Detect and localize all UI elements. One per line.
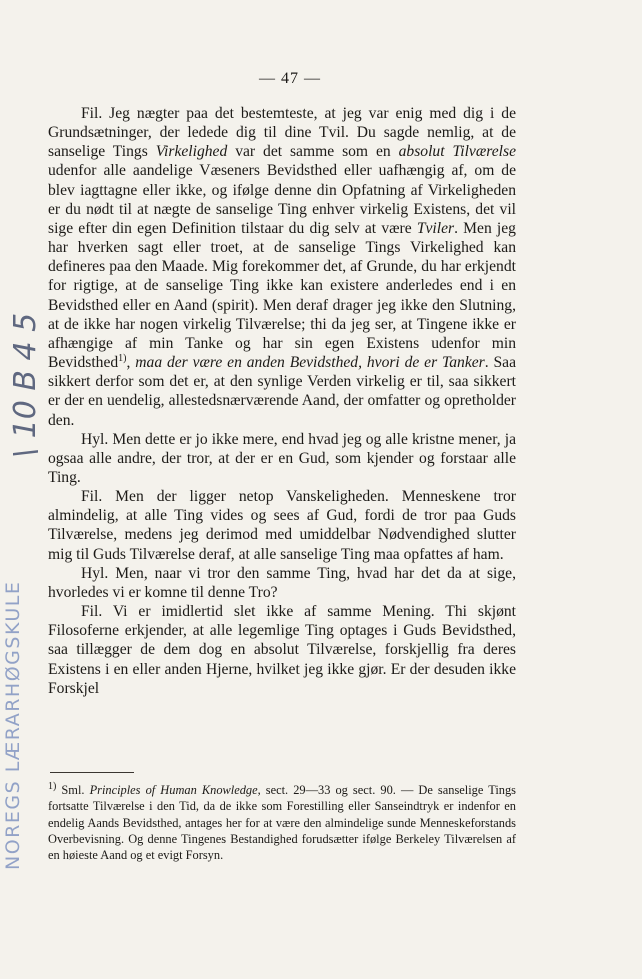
text-run: . Saa sikkert derfor som det er, at den synlige Verden virkelig er til, saa sikkert er der en uendelig, allestedsnærværende Aand, der omfatter og opretholder den.: [48, 354, 517, 429]
text-run: ,: [126, 354, 136, 372]
body-text: [48, 104, 516, 698]
text-run: udenfor alle aandelige Væseners Bevidsthed eller uafhængig af, om de blev iagttagne eller ikke, og ifølge denne din Opfatning af Virkeligheden er du nødt til at nægte de sanselige Ting enhver virkelig Existens, det vil sige efter din egen Definition tilstaar du dig selv at være: [48, 162, 516, 237]
text-run: Fil. Vi er imidlertid slet ikke af samme Mening. Thi skjønt Filosoferne erkjender, at alle legemlige Ting optages i Guds Bevidsthed, saa tillægger de dem dog en absolut Tilværelse, forskjellig fra deres Existens i en eller anden Hjerne, hvilket jeg ikke gjør. Er der desuden ikke Forskjel: [48, 603, 516, 697]
text-run: Hyl. Men, naar vi tror den samme Ting, hvad har det da at sige, hvorledes vi er komne til denne Tro?: [48, 564, 516, 601]
emphasis-text: Tviler: [416, 219, 455, 237]
page-number: — 47 —: [259, 70, 321, 87]
text-run: Fil. Jeg nægter paa det bestemteste, at jeg var enig med dig i de Grundsætninger, der ledede dig til dine Tvil. Du sagde nemlig, at de sanselige Tings: [48, 105, 516, 161]
text-run: Hyl. Men dette er jo ikke mere, end hvad jeg og alle kristne mener, ja ogsaa alle andre, der tror, at der er en Gud, som kjender og forstaar alle Ting.: [48, 430, 516, 486]
emphasis-text: Principles of Human Knowledge: [89, 783, 258, 797]
shelfmark: [0, 278, 43, 458]
emphasis-text: Virkelighed: [155, 143, 228, 161]
text-run: , sect. 29—33 og sect. 90. — De sanselige Tings fortsatte Tilværelse i den Tid, da de ikke som Forestilling eller Sanseindtryk er indenfor en endelig Aands Bevidsthed, antages her for at være den almindelige sunde Menneskeforstands Overbevisning. Og denne Tingenes Bestandighed forudsætter ifølge Berkeley Tilværelsen af en høieste Aand og et evigt Forsyn.: [48, 783, 516, 863]
emphasis-text: maa der være en anden Bevidsthed, hvori de er Tanker: [135, 354, 485, 372]
text-run: Sml.: [56, 783, 90, 797]
text-run: var det samme som en: [227, 143, 399, 161]
footnote-ref: 1): [48, 780, 57, 792]
paragraph: [48, 602, 516, 698]
text-run: Fil. Men der ligger netop Vanskeligheden. Menneskene tror almindelig, at alle Ting vides og sees af Gud, fordi de tror paa Guds Tilværelse, medens jeg derimod med umiddelbar Nødvendighed slutter mig til Guds Tilværelse deraf, at alle sanselige Ting maa opfattes af ham.: [48, 488, 516, 563]
paragraph: [48, 564, 516, 602]
paragraph: [48, 430, 516, 487]
footnote: [48, 782, 516, 863]
shelfmark-text: \ 10 B 4 5: [8, 312, 43, 458]
library-stamp-text: NOREGS LÆRARHØGSKULE: [2, 580, 24, 870]
library-stamp: [2, 580, 28, 870]
footnote-ref: 1): [118, 352, 127, 364]
text-run: . Men jeg har hverken sagt eller troet, at de sanselige Tings Virkelighed kan defineres paa den Maade. Mig forekommer det, af Grunde, du har erkjendt for rigtige, at de sanselige Ting ikke kan existere anderledes end i en Bevidsthed eller en Aand (spirit). Men deraf drager jeg ikke den Slutning, at de ikke har nogen virkelig Tilværelse; thi da jeg ser, at Tingene ikke er afhængige af min Tanke og har sin egen Existens udenfor min Bevidsthed: [48, 219, 516, 372]
paragraph: [48, 487, 516, 564]
emphasis-text: absolut Tilværelse: [398, 143, 516, 161]
footnote-rule: [50, 772, 134, 773]
paragraph: [48, 104, 516, 430]
